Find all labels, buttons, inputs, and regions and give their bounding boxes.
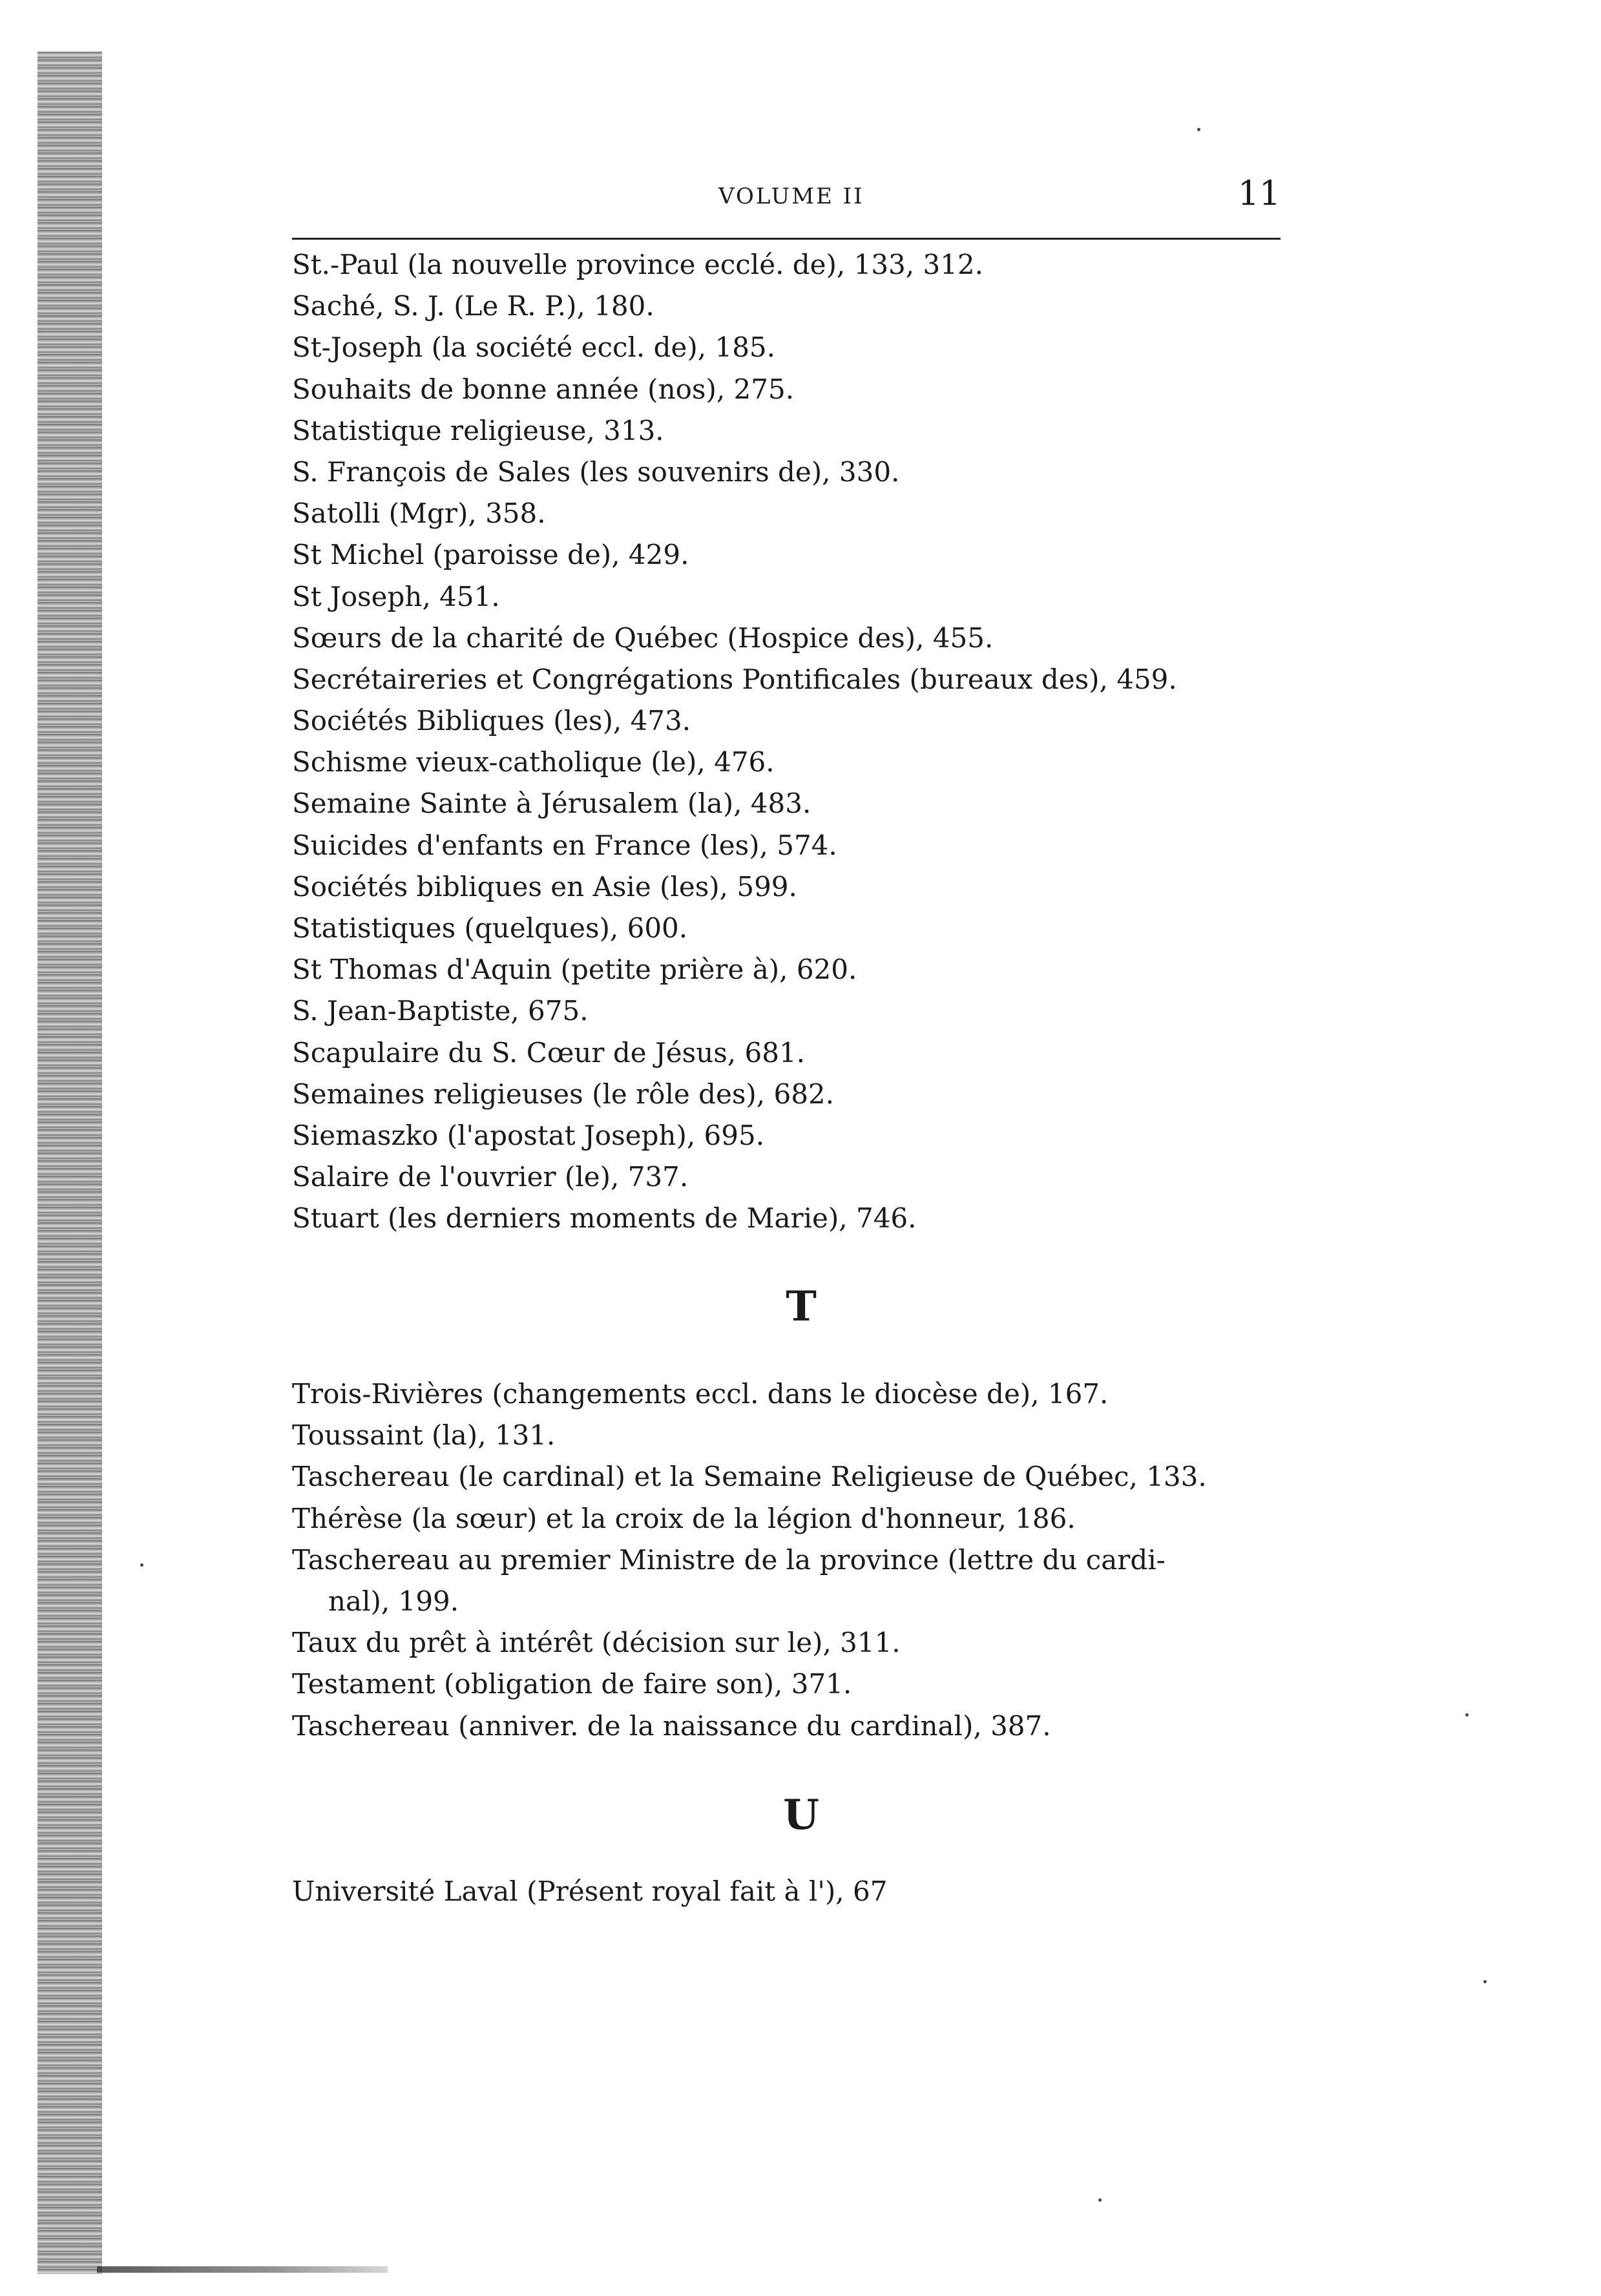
scan-speck [1465, 1713, 1469, 1717]
page-binding-edge [37, 52, 102, 2274]
index-entry: Salaire de l'ouvrier (le), 737. [292, 1161, 689, 1193]
index-entry: Schisme vieux-catholique (le), 476. [292, 746, 775, 778]
section-letter-t: T [786, 1282, 817, 1331]
index-entry: Semaines religieuses (le rôle des), 682. [292, 1078, 834, 1110]
index-entry: Suicides d'enfants en France (les), 574. [292, 829, 837, 861]
index-entry: Taux du prêt à intérêt (décision sur le), 311. [292, 1627, 901, 1659]
index-entry-line: Taschereau au premier Ministre de la province (lettre du cardi- [292, 1543, 1166, 1576]
index-entry: Souhaits de bonne année (nos), 275. [292, 373, 795, 405]
index-entry: Statistique religieuse, 313. [292, 414, 664, 446]
index-section-s [292, 244, 1300, 1240]
index-entry: S. Jean-Baptiste, 675. [292, 995, 589, 1027]
index-entry: Sociétés bibliques en Asie (les), 599. [292, 870, 797, 903]
section-letter-u: U [783, 1791, 819, 1839]
index-entry: St Michel (paroisse de), 429. [292, 539, 689, 571]
index-entry: Sœurs de la charité de Québec (Hospice des), 455. [292, 621, 994, 654]
index-entry: Université Laval (Présent royal fait à l'), 67 [292, 1875, 888, 1907]
index-entry-wrapped [292, 1539, 1287, 1622]
index-entry: Testament (obligation de faire son), 371. [292, 1668, 852, 1700]
index-entry-continuation: nal), 199. [328, 1585, 459, 1617]
index-entry: Statistiques (quelques), 600. [292, 912, 688, 944]
page-number: 11 [1237, 174, 1281, 213]
index-entry: St.-Paul (la nouvelle province ecclé. de), 133, 312. [292, 249, 983, 280]
header-rule [292, 238, 1281, 240]
index-entry: Stuart (les derniers moments de Marie), 746. [292, 1202, 917, 1235]
scan-speck [1098, 2198, 1102, 2202]
index-entry: Semaine Sainte à Jérusalem (la), 483. [292, 788, 811, 820]
index-entry: Secrétaireries et Congrégations Pontificales (bureaux des), 459. [292, 663, 1177, 695]
index-entry: St Thomas d'Aquin (petite prière à), 620. [292, 954, 857, 986]
scan-speck [140, 1563, 143, 1567]
index-entry: Satolli (Mgr), 358. [292, 497, 546, 530]
index-entry: Taschereau (le cardinal) et la Semaine Religieuse de Québec, 133. [292, 1461, 1207, 1493]
index-entry: Sociétés Bibliques (les), 473. [292, 705, 691, 737]
page-header [292, 174, 1281, 226]
index-entry: Trois-Rivières (changements eccl. dans le diocèse de), 167. [292, 1378, 1109, 1410]
index-entry: Toussaint (la), 131. [292, 1419, 556, 1452]
index-entry: Thérèse (la sœur) et la croix de la légion d'honneur, 186. [292, 1502, 1076, 1534]
index-entry: Siemaszko (l'apostat Joseph), 695. [292, 1119, 765, 1151]
scan-speck [1197, 128, 1200, 131]
index-section-t [292, 1373, 1300, 1747]
index-entry: S. François de Sales (les souvenirs de), 330. [292, 455, 900, 488]
page-binding-bottom [97, 2266, 388, 2273]
index-entry: Saché, S. J. (Le R. P.), 180. [292, 290, 654, 322]
index-entry: Scapulaire du S. Cœur de Jésus, 681. [292, 1036, 806, 1069]
scan-speck [1483, 1980, 1487, 1983]
running-head: VOLUME II [718, 183, 864, 209]
index-entry: St Joseph, 451. [292, 580, 500, 612]
index-section-u [292, 1871, 1300, 1912]
index-entry: Taschereau (anniver. de la naissance du cardinal), 387. [292, 1709, 1051, 1742]
index-entry: St-Joseph (la société eccl. de), 185. [292, 331, 775, 364]
